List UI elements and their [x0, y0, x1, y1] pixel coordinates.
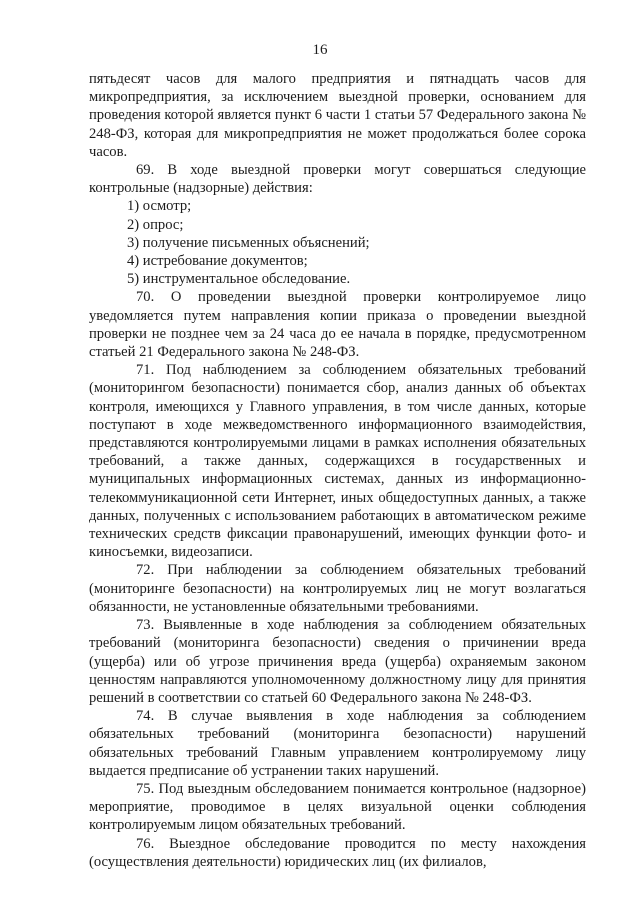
paragraph-69: 69. В ходе выездной проверки могут совершаться следующие контрольные (надзорные) действия:: [89, 162, 586, 197]
paragraph-71: 71. Под наблюдением за соблюдением обязательных требований (мониторингом безопасности) понимается сбор, анализ данных об объектах контроля, имеющихся у Главного управления, в том числе данных, которые поступают в ходе межведомственного информационного взаимодействия, представляются контролируемыми лицами в рамках исполнения обязательных требований, а также данных, содержащихся в государственных и муниципальных информационных системах, данных из информационно-телекоммуникационной сети Интернет, иных общедоступных данных, а также данных, полученных с использованием работающих в автоматическом режиме технических средств фиксации правонарушений, имеющих функции фото- и киносъемки, видеозаписи.: [89, 362, 586, 561]
paragraph-75: 75. Под выездным обследованием понимается контрольное (надзорное) мероприятие, проводимое в целях визуальной оценки соблюдения контролируемым лицом обязательных требований.: [89, 780, 586, 834]
paragraph-continuation: пятьдесят часов для малого предприятия и пятнадцать часов для микропредприятия, за исключением выездной проверки, основанием для проведения которой является пункт 6 части 1 статьи 57 Федерального закона № 248-ФЗ, которая для микропредприятия не может продолжаться более сорока часов.: [89, 71, 586, 160]
paragraph-74: 74. В случае выявления в ходе наблюдения за соблюдением обязательных требований (мониторинга безопасности) нарушений обязательных требований Главным управлением контролируемому лицу выдается предписание об устранении таких нарушений.: [89, 708, 586, 779]
list-item: 4) истребование документов;: [127, 253, 308, 270]
page-number: 16: [312, 42, 328, 58]
list-item: 5) инструментальное обследование.: [127, 271, 351, 288]
paragraph-73: 73. Выявленные в ходе наблюдения за соблюдением обязательных требований (мониторинга безопасности) сведения о причинении вреда (ущерба) или об угрозе причинения вреда (ущерба) охраняемым законом ценностям направляются уполномоченному должностному лицу для принятия решений в соответствии со статьей 60 Федерального закона № 248-ФЗ.: [89, 617, 586, 706]
list-item: 2) опрос;: [127, 216, 184, 233]
paragraph-76: 76. Выездное обследование проводится по месту нахождения (осуществления деятельности) юридических лиц (их филиалов,: [89, 835, 586, 870]
paragraph-72: 72. При наблюдении за соблюдением обязательных требований (мониторинге безопасности) на контролируемых лиц не могут возлагаться обязанности, не установленные обязательными требованиями.: [89, 562, 586, 615]
list-item: 3) получение письменных объяснений;: [127, 234, 370, 251]
paragraph-70: 70. О проведении выездной проверки контролируемое лицо уведомляется путем направления копии приказа о проведении выездной проверки не позднее чем за 24 часа до ее начала в порядке, предусмотренном статьей 21 Федерального закона № 248-ФЗ.: [89, 289, 586, 361]
list-item: 1) осмотр;: [127, 198, 192, 215]
document-body: [89, 70, 586, 871]
